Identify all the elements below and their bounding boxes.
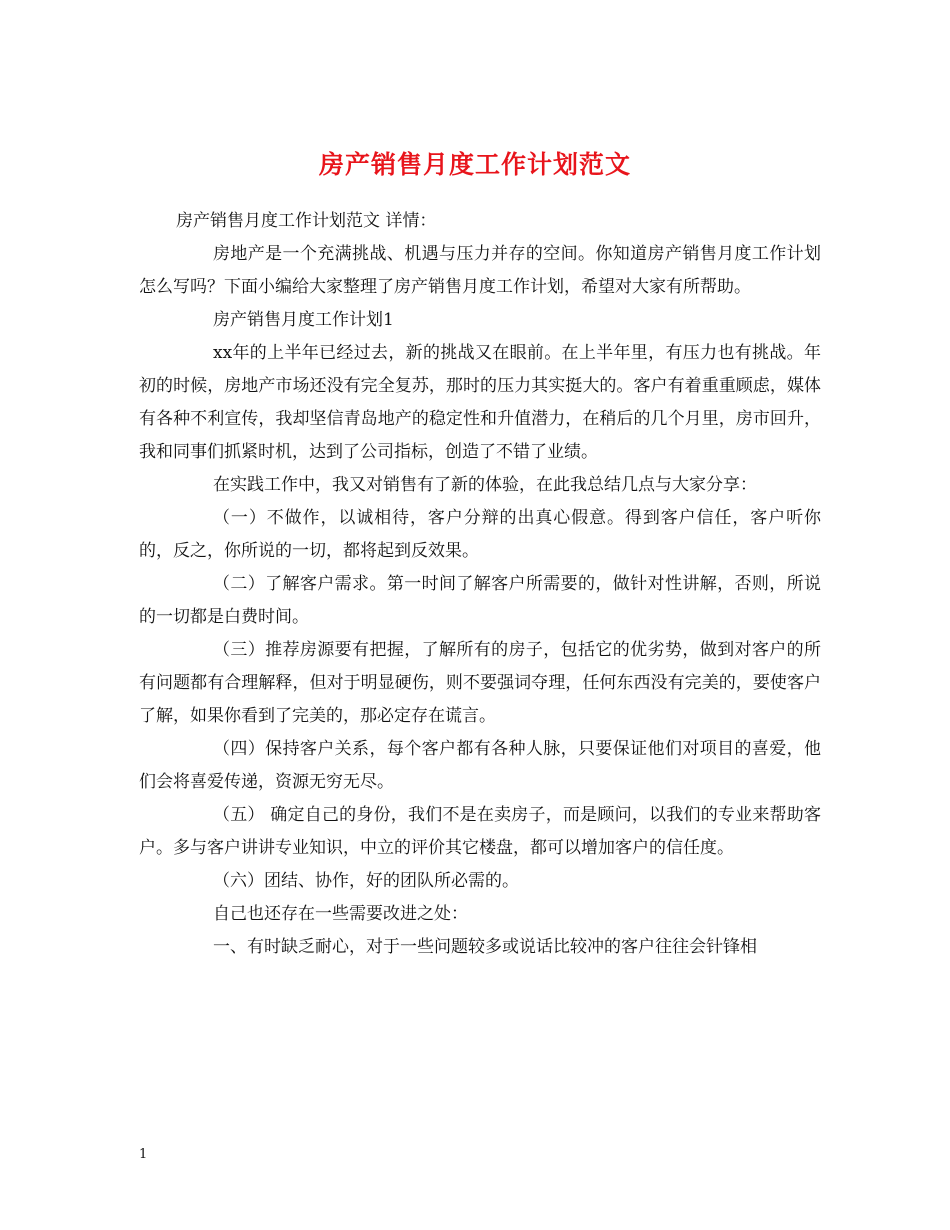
list-item-5: （五） 确定自己的身份，我们不是在卖房子，而是顾问，以我们的专业来帮助客户。多与客户讲讲专业知识，中立的评价其它楼盘，都可以增加客户的信任度。 — [139, 805, 821, 858]
paragraph-improvements-intro: 自己也还存在一些需要改进之处： — [213, 904, 468, 924]
list-item-6: （六）团结、协作，好的团队所必需的。 — [213, 871, 519, 891]
paragraph-experience-intro: 在实践工作中，我又对销售有了新的体验，在此我总结几点与大家分享： — [213, 475, 757, 495]
list-item-3: （三）推荐房源要有把握，了解所有的房子，包括它的优劣势，做到对客户的所有问题都有合理解释，但对于明显硬伤，则不要强词夺理，任何东西没有完美的，要使客户了解，如果你看到了完美的，那必定存在谎言。 — [139, 640, 821, 726]
section-heading-plan-1: 房产销售月度工作计划1 — [213, 310, 394, 330]
paragraph-improvement-1: 一、有时缺乏耐心，对于一些问题较多或说话比较冲的客户往往会针锋相 — [213, 937, 757, 957]
paragraph-first-half-review: xx年的上半年已经过去，新的挑战又在眼前。在上半年里，有压力也有挑战。年初的时候，房地产市场还没有完全复苏，那时的压力其实挺大的。客户有着重重顾虑，媒体有各种不利宣传，我却坚信青岛地产的稳定性和升值潜力，在稍后的几个月里，房市回升，我和同事们抓紧时机，达到了公司指标，创造了不错了业绩。 — [139, 343, 821, 462]
page-number: 1 — [139, 1147, 148, 1162]
paragraph-intro: 房地产是一个充满挑战、机遇与压力并存的空间。你知道房产销售月度工作计划怎么写吗？下面小编给大家整理了房产销售月度工作计划，希望对大家有所帮助。 — [139, 244, 821, 297]
list-item-1: （一）不做作，以诚相待，客户分辩的出真心假意。得到客户信任，客户听你的，反之，你所说的一切，都将起到反效果。 — [139, 508, 821, 561]
paragraph-subtitle: 房产销售月度工作计划范文 详情： — [176, 211, 437, 231]
list-item-4: （四）保持客户关系，每个客户都有各种人脉，只要保证他们对项目的喜爱，他们会将喜爱传递，资源无穷无尽。 — [139, 739, 821, 792]
list-item-2: （二）了解客户需求。第一时间了解客户所需要的，做针对性讲解，否则，所说的一切都是白费时间。 — [139, 574, 821, 627]
document-title: 房产销售月度工作计划范文 — [318, 149, 631, 179]
document-body — [139, 205, 821, 964]
